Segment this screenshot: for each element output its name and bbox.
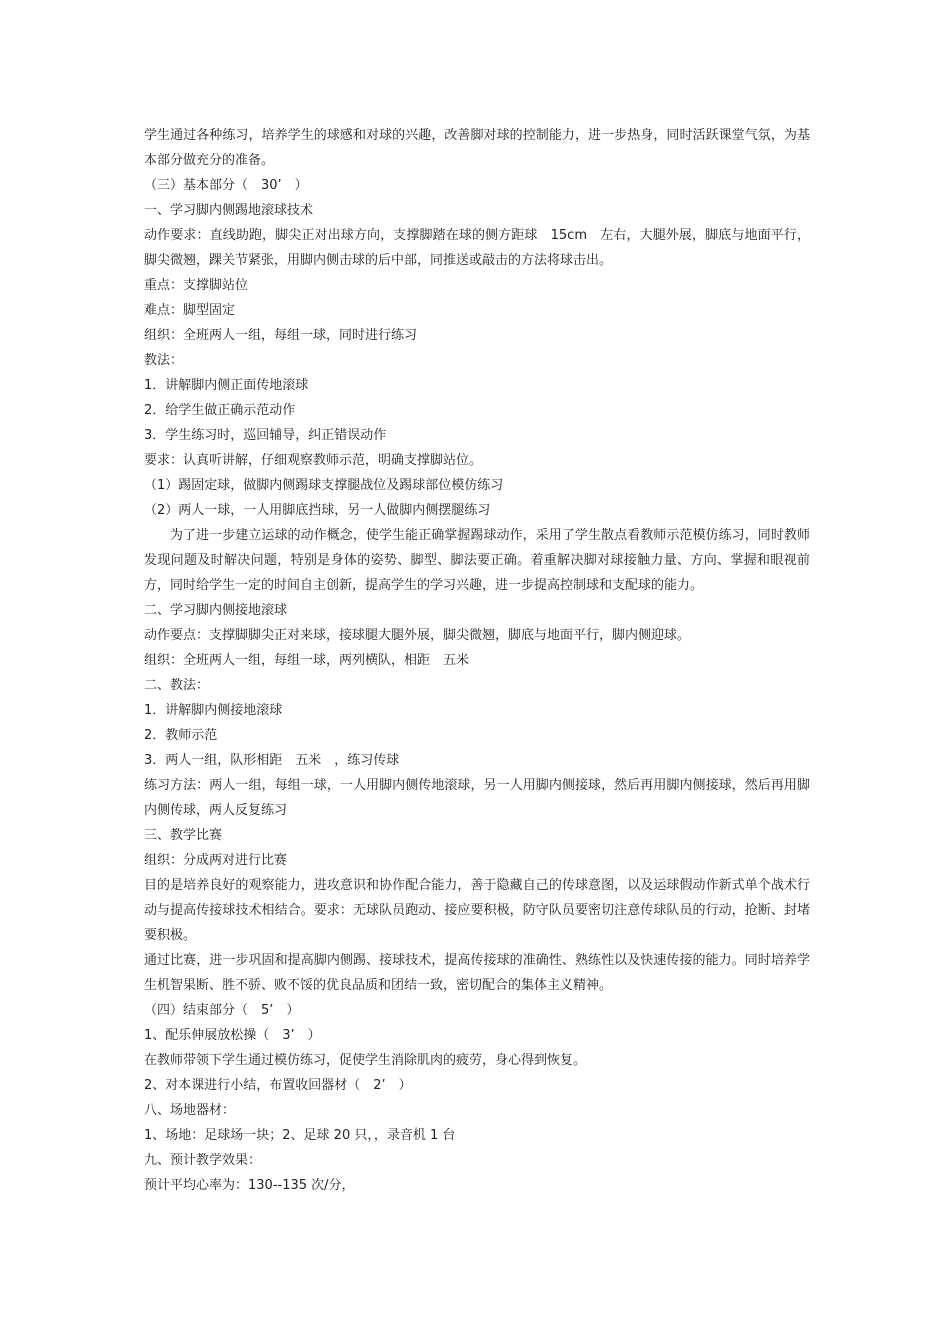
subheading-receive-technique: 二、学习脚内侧接地滚球 [144,603,288,618]
line-organization-2: 组织：全班两人一组，每组一球，两列横队，相距 五米 [144,653,470,668]
paragraph-warmup-summary: 学生通过各种练习，培养学生的球感和对球的兴趣，改善脚对球的控制能力，进一步热身，同时活跃课堂气氛，为基本部分做充分的准备。 [144,128,810,168]
list-item-method-2-1: 1．讲解脚内侧接地滚球 [144,703,283,718]
list-item-method-2: 2．给学生做正确示范动作 [144,403,296,418]
section-heading-expected-effect: 九、预计教学效果： [144,1153,262,1168]
line-requirements: 要求：认真听讲解，仔细观察教师示范，明确支撑脚站位。 [144,453,483,468]
list-item-stretching: 1、配乐伸展放松操（ 3’ ） [144,1028,321,1043]
line-organization: 组织：全班两人一组，每组一球，同时进行练习 [144,328,418,343]
line-action-key-points: 动作要点：支撑脚脚尖正对来球，接球腿大腿外展，脚尖微翘，脚底与地面平行，脚内侧迎球。 [144,628,691,643]
section-heading-basic-part: （三）基本部分（ 30’ ） [144,178,308,193]
list-item-method-2-3: 3．两人一组，队形相距 五米 ，练习传球 [144,753,400,768]
paragraph-recovery: 在教师带领下学生通过模仿练习，促使学生消除肌肉的疲劳，身心得到恢复。 [144,1053,587,1068]
section-heading-ending-part: （四）结束部分（ 5’ ） [144,1003,300,1018]
list-item-method-2-2: 2．教师示范 [144,728,218,743]
line-expected-heart-rate: 预计平均心率为：130--135 次/分， [144,1178,355,1193]
list-item-method-1: 1．讲解脚内侧正面传地滚球 [144,378,309,393]
paragraph-match-outcome: 通过比赛，进一步巩固和提高脚内侧踢、接球技术，提高传接球的准确性、熟练性以及快速传接的能力。同时培养学生机智果断、胜不骄、败不馁的优良品质和团结一致，密切配合的集体主义精神。 [144,953,810,993]
line-difficulty: 难点：脚型固定 [144,303,236,318]
document-body [144,123,810,1198]
line-key-point: 重点：支撑脚站位 [144,278,249,293]
paragraph-practice-method: 练习方法：两人一组，每组一球，一人用脚内侧传地滚球，另一人用脚内侧接球，然后再用脚内侧接球，然后再用脚内侧传球，两人反复练习 [144,778,810,818]
subheading-kick-technique: 一、学习脚内侧踢地滚球技术 [144,203,314,218]
line-match-organization: 组织：分成两对进行比赛 [144,853,288,868]
paragraph-match-purpose: 目的是培养良好的观察能力，进攻意识和协作配合能力，善于隐藏自己的传球意图，以及运球假动作新式单个战术行动与提高传接球技术相结合。要求：无球队员跑动、接应要积极，防守队员要密切注意传球队员的行动，抢断、封堵要积极。 [144,878,810,943]
line-teaching-method-label: 教法： [144,353,184,368]
section-heading-equipment: 八、场地器材： [144,1103,236,1118]
subheading-teaching-match: 三、教学比赛 [144,828,223,843]
line-equipment-list: 1、场地：足球场一块；2、足球 20 只，，录音机 1 台 [144,1128,456,1143]
paragraph-action-requirements: 动作要求：直线助跑，脚尖正对出球方向，支撑脚踏在球的侧方距球 15cm 左右，大腿外展，脚底与地面平行，脚尖微翘，踝关节紧张，用脚内侧击球的后中部，同推送或敲击的方法将球击出。 [144,228,810,268]
list-item-summary: 2、对本课进行小结，布置收回器材（ 2’ ） [144,1078,412,1093]
paragraph-rationale: 为了进一步建立运球的动作概念，使学生能正确掌握踢球动作，采用了学生散点看教师示范模仿练习，同时教师发现问题及时解决问题，特别是身体的姿势、脚型、脚法要正确。着重解决脚对球接触力量、方向、掌握和眼视前方，同时给学生一定的时间自主创新，提高学生的学习兴趣，进一步提高控制球和支配球的能力。 [144,528,810,593]
list-item-method-3: 3．学生练习时，巡回辅导，纠正错误动作 [144,428,387,443]
list-item-exercise-1: （1）踢固定球，做脚内侧踢球支撑腿战位及踢球部位模仿练习 [144,478,504,493]
list-item-exercise-2: （2）两人一球，一人用脚底挡球，另一人做脚内侧摆腿练习 [144,503,491,518]
line-teaching-method-label-2: 二、教法： [144,678,210,693]
